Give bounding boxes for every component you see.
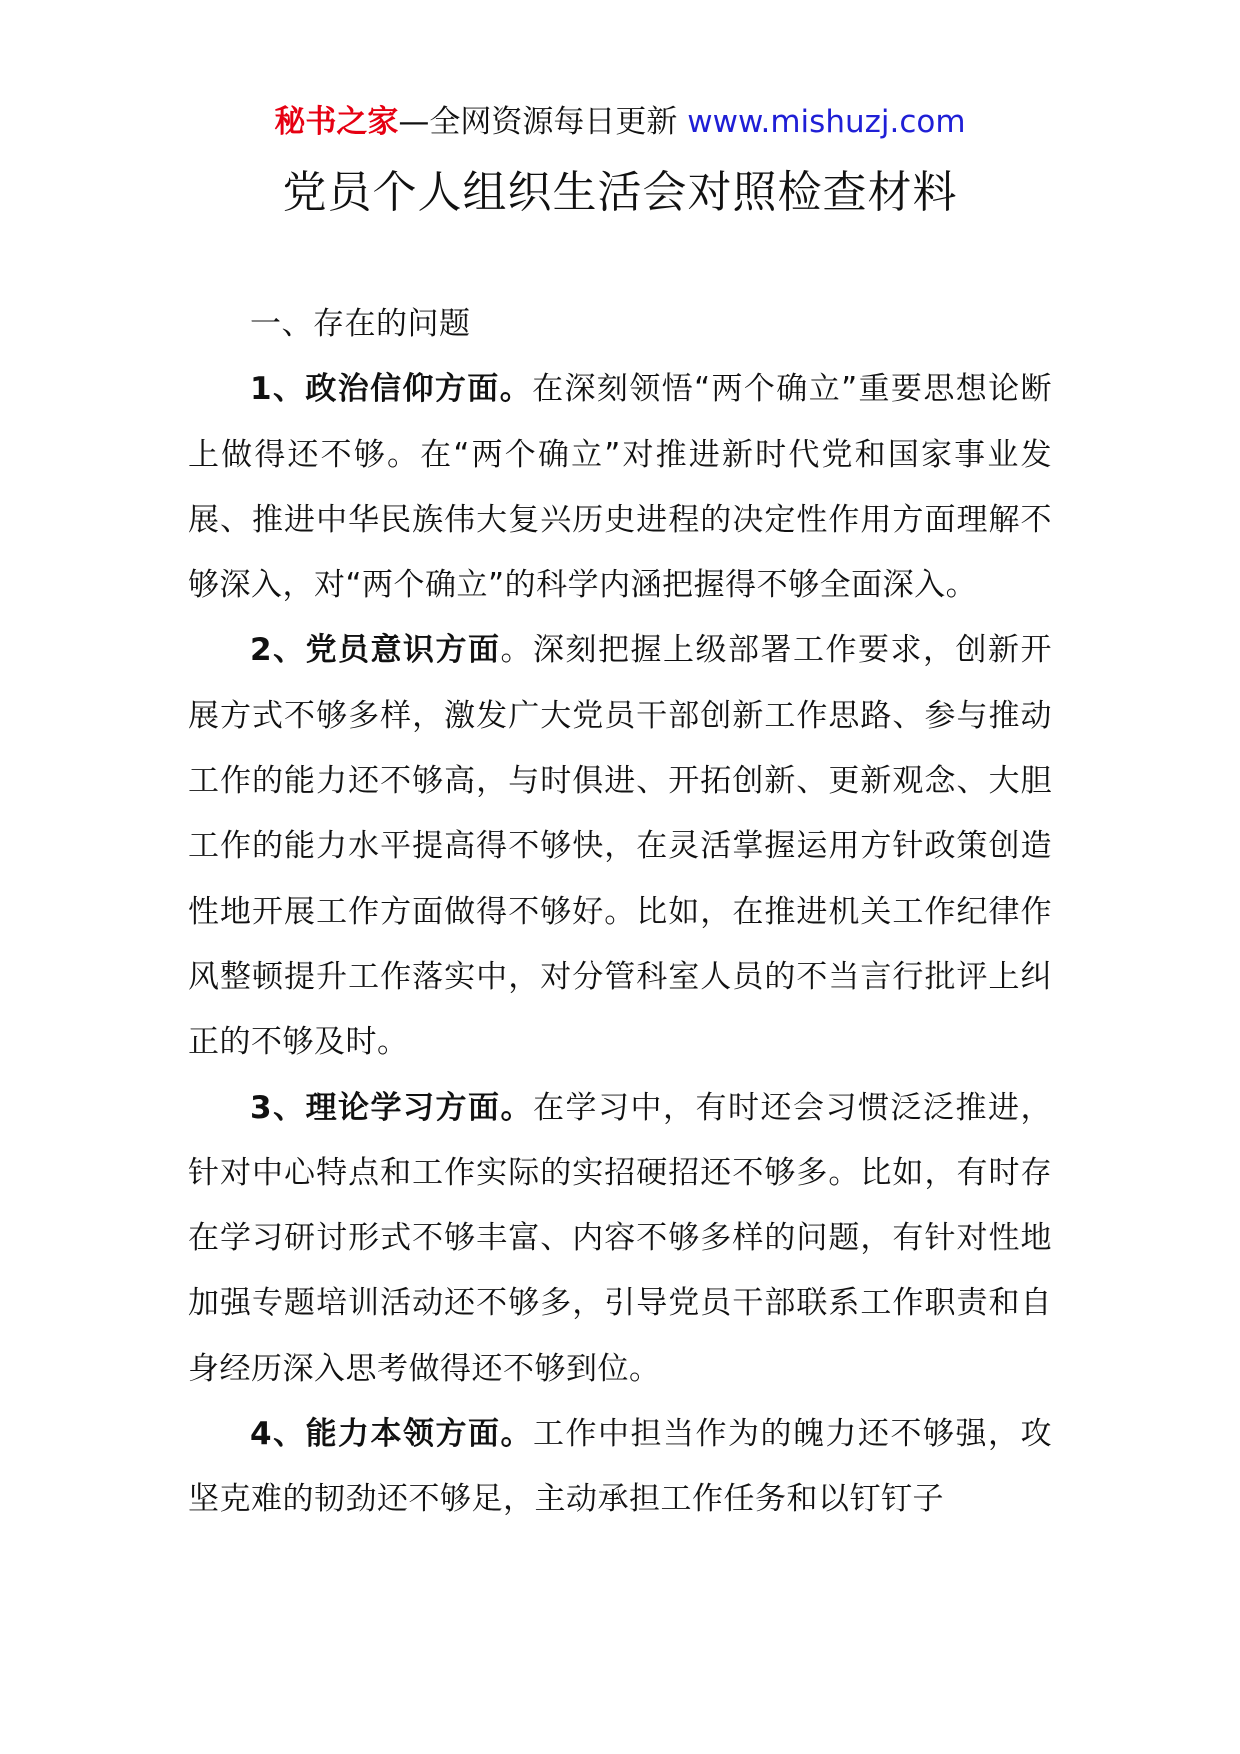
paragraph-party-awareness [188,618,1052,1075]
paragraph-lead: 3、理论学习方面。 [250,1089,534,1126]
paragraph-lead: 4、能力本领方面。 [250,1416,534,1453]
document-body [188,292,1052,1533]
paragraph-lead: 2、党员意识方面 [250,632,501,669]
site-url-link[interactable]: www.mishuzj.com [687,104,966,140]
paragraph-political-belief [188,357,1052,618]
document-title: 党员个人组织生活会对照检查材料 [282,167,958,218]
paragraph-lead: 1、政治信仰方面。 [250,371,533,408]
paragraph-capability [188,1402,1052,1533]
paragraph-text: 。深刻把握上级部署工作要求，创新开展方式不够多样，激发广大党员干部创新工作思路、参与推动工作的能力还不够高，与时俱进、开拓创新、更新观念、大胆工作的能力水平提高得不够快，在灵活掌握运用方针政策创造性地开展工作方面做得不够好。比如，在推进机关工作纪律作风整顿提升工作落实中，对分管科室人员的不当言行批评上纠正的不够及时。 [188,632,1052,1061]
section-heading: 一、存在的问题 [250,306,471,342]
paragraph-theory-study [188,1076,1052,1402]
paragraph-text: 在深刻领悟“两个确立”重要思想论断上做得还不够。在“两个确立”对推进新时代党和国家事业发展、推进中华民族伟大复兴历史进程的决定性作用方面理解不够深入，对“两个确立”的科学内涵把握得不够全面深入。 [188,371,1052,604]
site-tagline: —全网资源每日更新 [398,104,688,140]
paragraph-text: 在学习中，有时还会习惯泛泛推进，针对中心特点和工作实际的实招硬招还不够多。比如，有时存在学习研讨形式不够丰富、内容不够多样的问题，有针对性地加强专题培训活动还不够多，引导党员干部联系工作职责和自身经历深入思考做得还不够到位。 [188,1089,1052,1387]
site-brand: 秘书之家 [274,104,399,140]
site-header [0,102,1240,142]
paragraph-text: 工作中担当作为的魄力还不够强，攻坚克难的韧劲还不够足，主动承担工作任务和以钉钉子 [188,1416,1052,1518]
